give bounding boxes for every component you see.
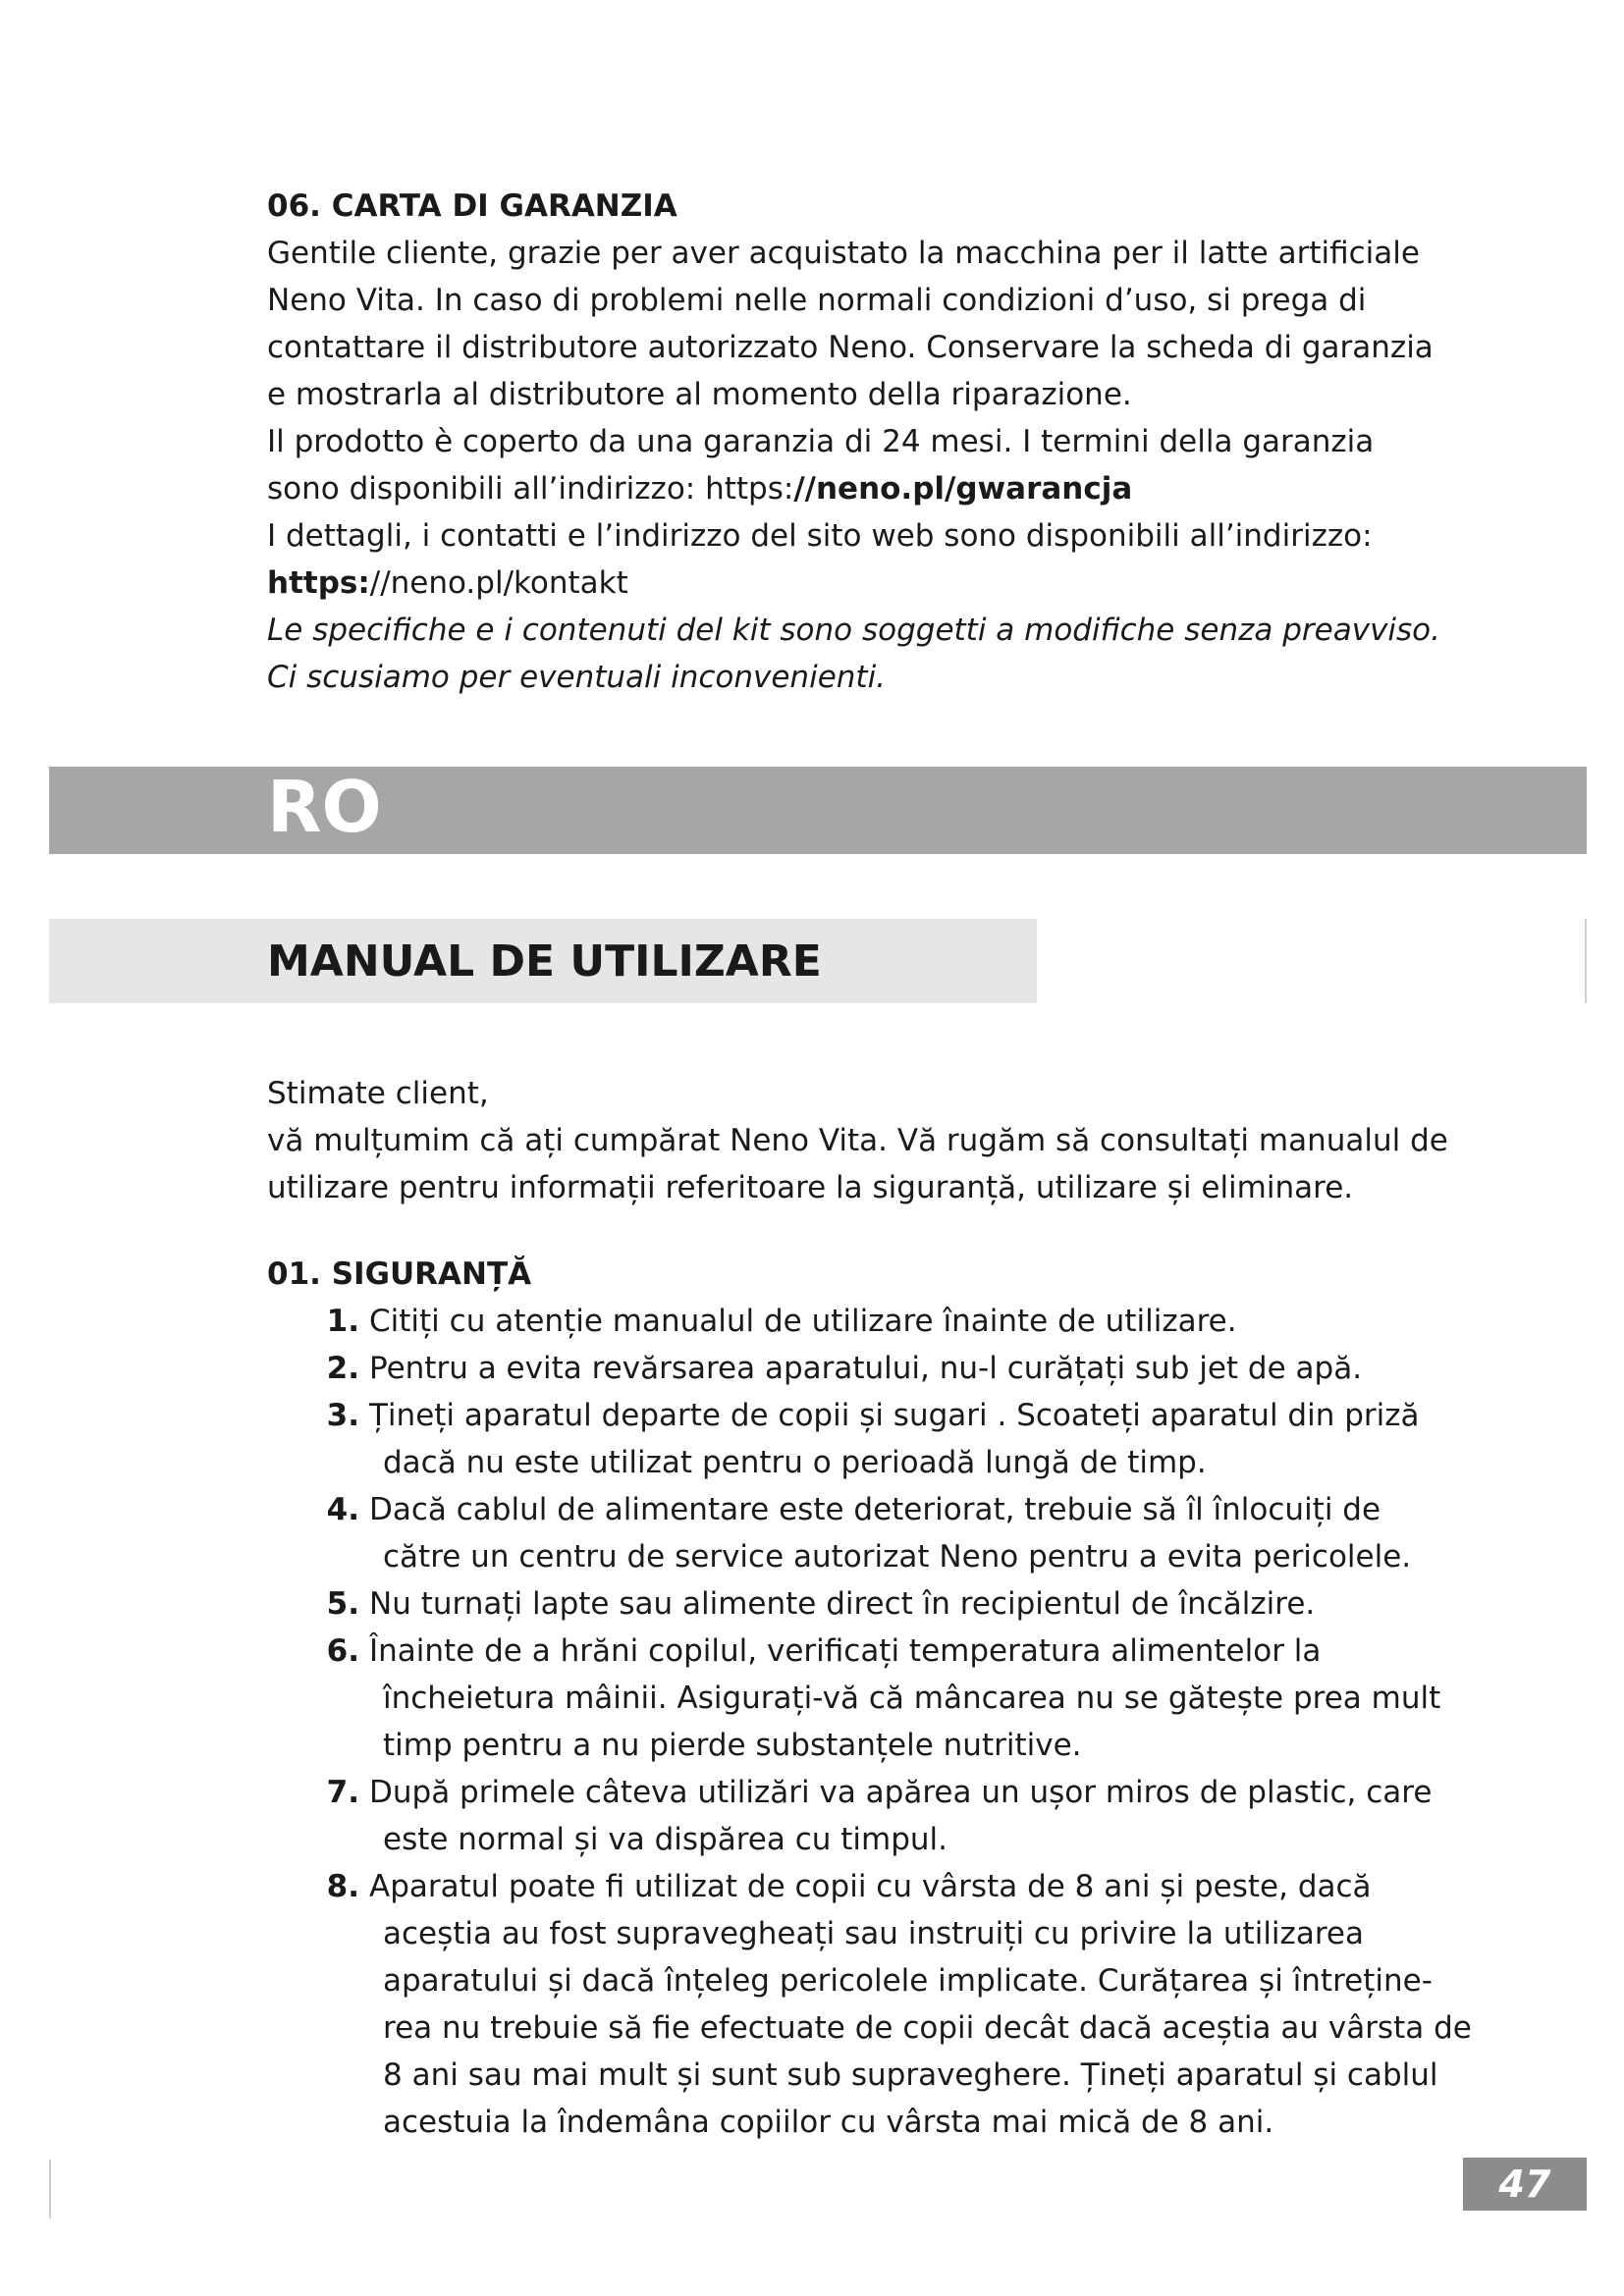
list-number: 6.	[326, 1633, 359, 1669]
disclaimer-line: Ci scusiamo per eventuali inconvenienti.	[267, 660, 887, 695]
list-item	[267, 1863, 1504, 2146]
paragraph-line: e mostrarla al distributore al momento della riparazione.	[267, 377, 1132, 412]
page-number: 47	[1498, 2163, 1551, 2206]
list-text: dacă nu este utilizat pentru o perioadă lungă de timp.	[383, 1445, 1207, 1480]
warranty-paragraph	[267, 230, 1504, 701]
list-number: 7.	[326, 1775, 359, 1810]
paragraph-line: Gentile cliente, grazie per aver acquistato la macchina per il latte artificiale	[267, 236, 1420, 271]
list-text: Pentru a evita revărsarea aparatului, nu-l curățați sub jet de apă.	[369, 1351, 1363, 1386]
list-item	[267, 1345, 1504, 1392]
list-text: acestuia la îndemâna copiilor cu vârsta mai mică de 8 ani.	[383, 2105, 1274, 2140]
list-item	[267, 1769, 1504, 1863]
list-item	[267, 1580, 1504, 1628]
warranty-terms-link-line	[267, 465, 1504, 512]
paragraph-line: vă mulțumim că ați cumpărat Neno Vita. Vă rugăm să consultați manualul de	[267, 1123, 1448, 1158]
warranty-link[interactable]: //neno.pl/gwarancja	[793, 471, 1133, 507]
list-text: Dacă cablul de alimentare este deteriorat, trebuie să îl înlocuiți de	[369, 1492, 1381, 1527]
list-text: aceștia au fost supravegheați sau instruiți cu privire la utilizarea	[383, 1916, 1364, 1951]
list-text: timp pentru a nu pierde substanțele nutritive.	[383, 1728, 1082, 1763]
list-text: Țineți aparatul departe de copii și sugari . Scoateți aparatul din priză	[369, 1398, 1420, 1433]
list-text: rea nu trebuie să fie efectuate de copii decât dacă aceștia au vârsta de	[383, 2010, 1472, 2046]
divider	[1585, 919, 1587, 1003]
paragraph-line: contattare il distributore autorizzato Neno. Conservare la scheda di garanzia	[267, 330, 1434, 365]
list-text: încheietura mâinii. Asigurați-vă că mâncarea nu se gătește prea mult	[383, 1681, 1441, 1716]
list-number: 1.	[326, 1304, 359, 1339]
warranty-link-prefix: sono disponibili all’indirizzo: https:	[267, 471, 794, 507]
greeting: Stimate client,	[267, 1076, 489, 1111]
list-item	[267, 1392, 1504, 1486]
list-text: 8 ani sau mai mult și sunt sub supraveghere. Țineți aparatul și cablul	[383, 2057, 1438, 2093]
contact-line: I dettagli, i contatti e l’indirizzo del sito web sono disponibili all’indirizzo:	[267, 518, 1373, 554]
list-number: 5.	[326, 1586, 359, 1622]
paragraph-line: Neno Vita. In caso di problemi nelle normali condizioni d’uso, si prega di	[267, 283, 1367, 318]
contact-link[interactable]	[267, 560, 1504, 607]
intro-paragraph	[267, 1117, 1504, 1211]
divider	[49, 2160, 51, 2218]
list-text: Aparatul poate fi utilizat de copii cu vârsta de 8 ani și peste, dacă	[369, 1869, 1372, 1904]
list-item	[267, 1486, 1504, 1580]
list-number: 2.	[326, 1351, 359, 1386]
safety-heading: 01. SIGURANȚĂ	[267, 1256, 532, 1292]
language-label: RO	[267, 766, 382, 848]
contact-link-scheme: https:	[267, 565, 370, 601]
list-text: aparatului și dacă înțeleg pericolele implicate. Curățarea și întreține-	[383, 1963, 1433, 1999]
list-text: este normal și va dispărea cu timpul.	[383, 1822, 947, 1857]
list-text: După primele câteva utilizări va apărea un ușor miros de plastic, care	[369, 1775, 1433, 1810]
list-text: către un centru de service autorizat Neno pentru a evita pericolele.	[383, 1539, 1412, 1575]
list-number: 4.	[326, 1492, 359, 1527]
list-text: Citiți cu atenție manualul de utilizare înainte de utilizare.	[369, 1304, 1237, 1339]
manual-title: MANUAL DE UTILIZARE	[267, 936, 822, 987]
list-number: 8.	[326, 1869, 359, 1904]
warranty-section	[267, 183, 1504, 701]
list-item	[267, 1628, 1504, 1769]
ro-manual-section	[267, 1070, 1504, 2146]
safety-list	[267, 1298, 1504, 2146]
warranty-terms-line: Il prodotto è coperto da una garanzia di 24 mesi. I termini della garanzia	[267, 424, 1375, 459]
list-number: 3.	[326, 1398, 359, 1433]
list-text: Nu turnați lapte sau alimente direct în recipientul de încălzire.	[369, 1586, 1316, 1622]
contact-link-path: //neno.pl/kontakt	[369, 565, 628, 601]
list-item	[267, 1298, 1504, 1345]
warranty-heading: 06. CARTA DI GARANZIA	[267, 188, 677, 224]
paragraph-line: utilizare pentru informații referitoare la siguranță, utilizare și eliminare.	[267, 1170, 1354, 1205]
list-text: Înainte de a hrăni copilul, verificați temperatura alimentelor la	[369, 1633, 1322, 1669]
disclaimer-line: Le specifiche e i contenuti del kit sono soggetti a modifiche senza preavviso.	[267, 613, 1440, 648]
